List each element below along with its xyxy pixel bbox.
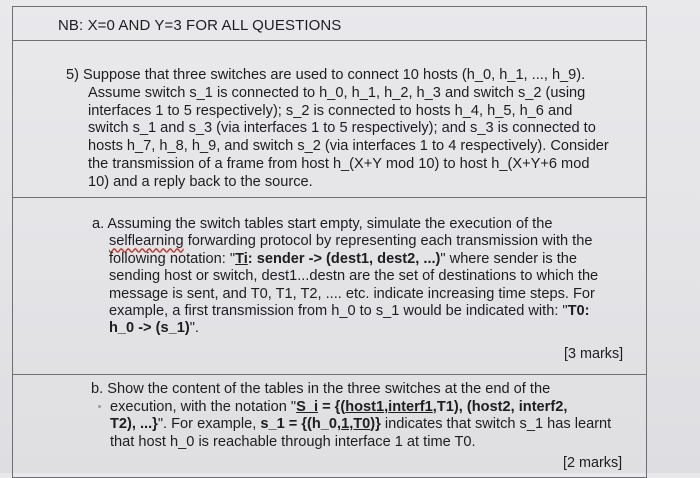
part-b-line: that host h_0 is reachable through interface 1 at time T0.	[110, 433, 476, 450]
question-5-line: hosts h_7, h_8, h_9, and switch s_2 (via interfaces 1 to 4 respectively). Consider	[88, 138, 609, 155]
part-a-line: message is sent, and T0, T1, T2, .... etc. indicate increasing time steps. For	[109, 285, 595, 302]
question-5-line: switch s_1 and s_3 (via interfaces 1 to 5 respectively); and s_3 is connected to	[88, 120, 596, 137]
question-5-line: the transmission of a frame from host h_(X+Y mod 10) to host h_(X+Y+6 mod	[88, 155, 590, 172]
divider-part-a	[13, 374, 646, 375]
part-a-line: selflearning forwarding protocol by representing each transmission with the	[109, 233, 593, 250]
question-5-text	[66, 67, 609, 192]
part-a-line: h_0 -> (s_1)".	[109, 320, 199, 337]
part-a-line: sending host or switch, dest1...destn are the set of destinations to which the	[109, 268, 599, 285]
spellcheck-word: selflearning	[109, 233, 184, 250]
question-5-line: 10) and a reply back to the source.	[88, 173, 313, 190]
part-b-line: b. Show the content of the tables in the three switches at the end of the	[91, 381, 551, 397]
question-5-line: interfaces 1 to 5 respectively); s_2 is connected to hosts h_4, h_5, h_6 and	[88, 102, 573, 119]
notation-si: S_i	[296, 398, 319, 415]
divider-header	[13, 40, 646, 41]
part-b-text	[91, 381, 611, 451]
example-time: T0:	[567, 303, 590, 320]
question-5-line: Assume switch s_1 is connected to h_0, h_1, h_2, h_3 and switch s_2 (using	[88, 84, 586, 101]
part-b-line: T2), ...}". For example, s_1 = {(h_0,1,T0)} indicates that switch s_1 has learnt	[110, 416, 612, 433]
part-a-marks: [3 marks]	[564, 346, 624, 362]
part-b-line: execution, with the notation "S_i = {(host1,interf1,T1), (host2, interf2,	[110, 398, 568, 415]
nb-header-text: NB: X=0 AND Y=3 FOR ALL QUESTIONS	[58, 17, 342, 34]
example-table: s_1 = {(h_0,	[260, 416, 342, 433]
notation-format: : sender -> (dest1, dest2, ...)	[247, 250, 441, 267]
part-b-marks: [2 marks]	[563, 455, 623, 471]
part-a-line: following notation: "Ti: sender -> (dest1, dest2, ...)" where sender is the	[109, 250, 578, 267]
divider-question5	[13, 197, 646, 198]
notation-ti: Ti	[235, 250, 248, 267]
question-5-line: 5) Suppose that three switches are used to connect 10 hosts (h_0, h_1, ..., h_9).	[66, 67, 586, 83]
part-a-text	[92, 216, 598, 338]
part-a-line: a. Assuming the switch tables start empty, simulate the execution of the	[92, 216, 553, 232]
example-transmission: h_0 -> (s_1)	[109, 320, 190, 337]
part-a-line: example, a first transmission from h_0 to s_1 would be indicated with: "T0:	[109, 303, 590, 320]
